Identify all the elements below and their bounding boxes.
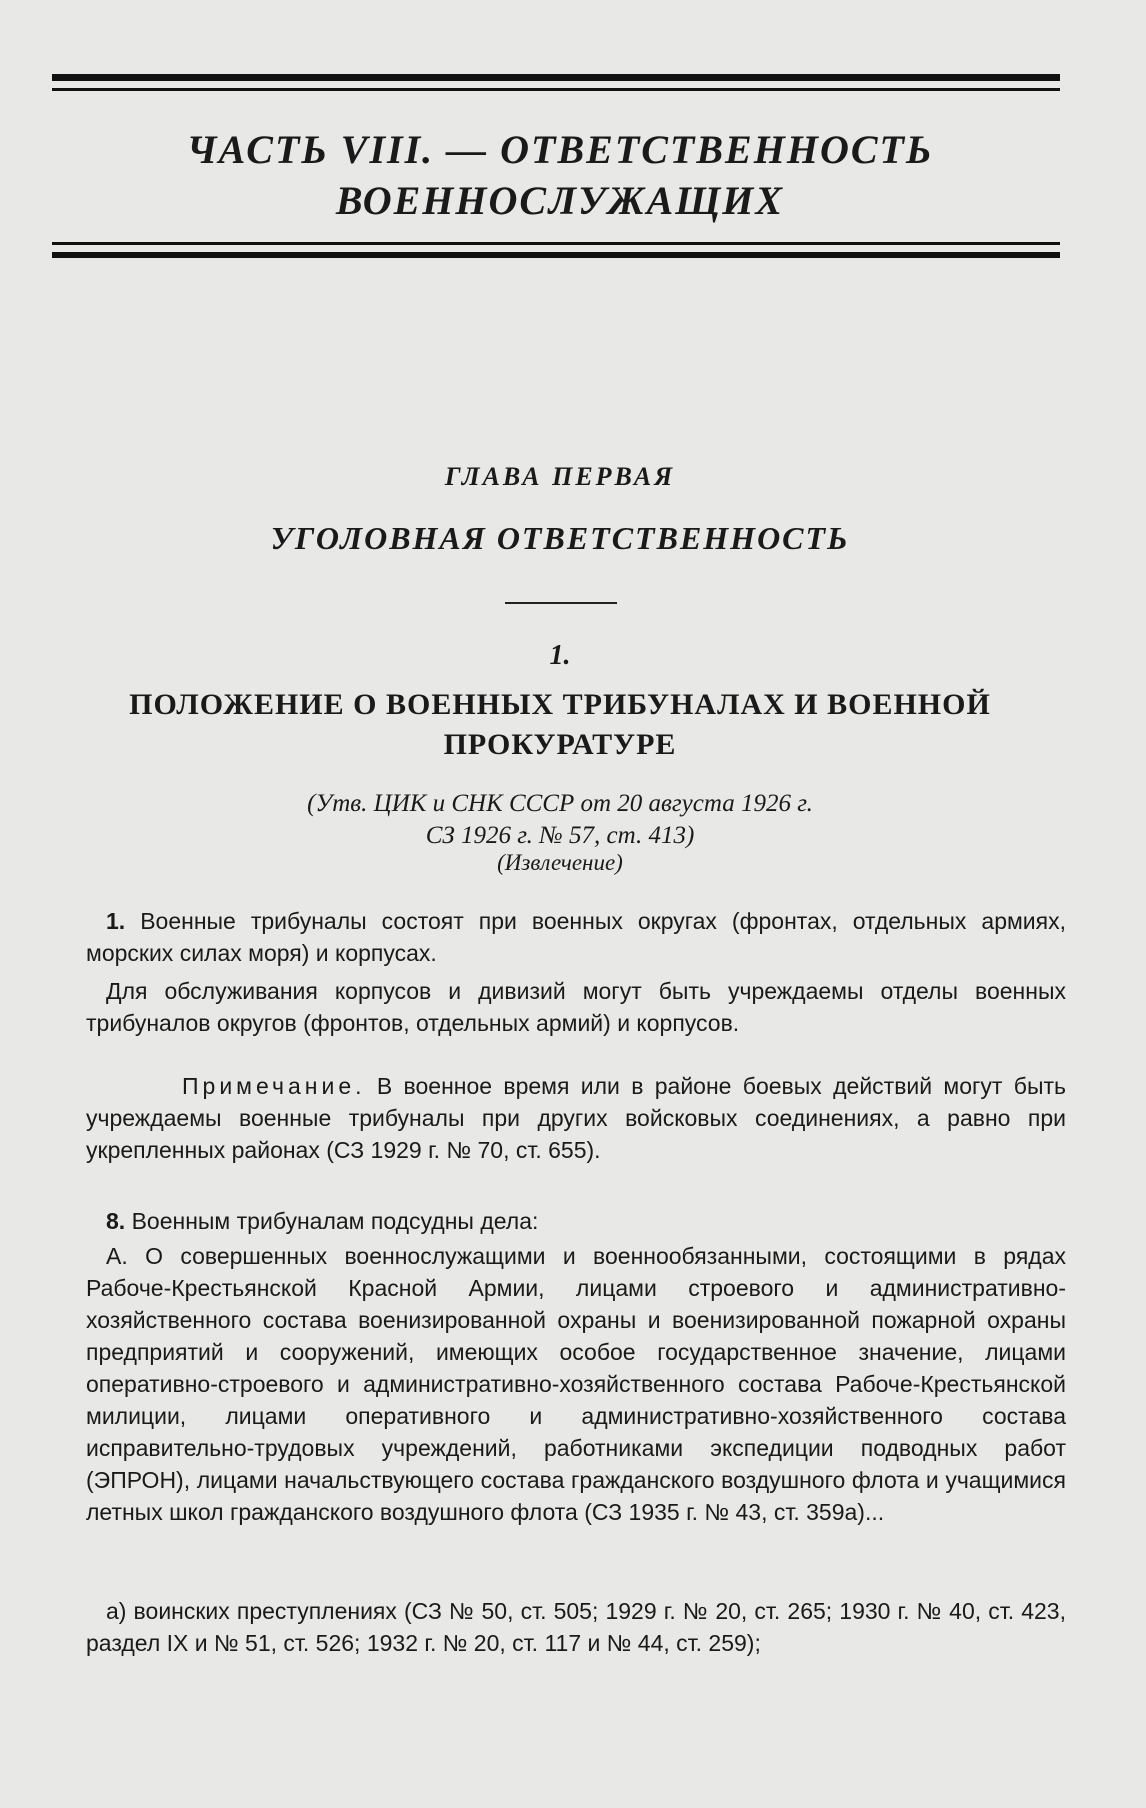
paragraph-8 [86,1205,1066,1237]
document-reference-line2: СЗ 1926 г. № 57, ст. 413) [425,822,695,849]
note-text: В военное время или в районе боевых действий могут быть учреждаемы военные трибуналы при других войсковых соединениях, а равно при укрепленных районах (СЗ 1929 г. № 70, ст. 655). [86,1073,1067,1163]
document-title-line2: ПРОКУРАТУРЕ [443,728,677,761]
part-title-line1: ЧАСТЬ VIII. — ОТВЕТСТВЕННОСТЬ [186,127,934,172]
document-title-line1: ПОЛОЖЕНИЕ О ВОЕННЫХ ТРИБУНАЛАХ И ВОЕННОЙ [129,688,991,721]
paragraph-a: а) воинских преступлениях (СЗ № 50, ст. 505; 1929 г. № 20, ст. 265; 1930 г. № 40, ст. 423, раздел IX и № 51, ст. 526; 1932 г. № 20, ст. 117 и № 44, ст. 259); [86,1598,1066,1656]
document-reference-line1: (Утв. ЦИК и СНК СССР от 20 августа 1926 г. [307,790,813,817]
chapter-label: ГЛАВА ПЕРВАЯ [444,462,676,491]
paragraph-1 [86,905,1066,969]
part-rule-thick [52,252,1060,258]
note-paragraph [86,1070,1066,1166]
paragraph-1-number: 1. [106,908,126,934]
chapter-divider [505,602,617,604]
paragraph-8-text: Военным трибуналам подсудны дела: [131,1208,539,1234]
paragraph-8-number: 8. [106,1208,126,1234]
paragraph-1-text: Военные трибуналы состоят при военных округах (фронтах, отдельных армиях, морских силах моря) и корпусах. [86,908,1066,966]
chapter-title: УГОЛОВНАЯ ОТВЕТСТВЕННОСТЬ [270,520,850,556]
paragraph-2: Для обслуживания корпусов и дивизий могут быть учреждаемы отделы военных трибуналов округов (фронтов, отдельных армий) и корпусов. [86,978,1066,1036]
document-number: 1. [549,640,571,671]
top-rule-thick [52,74,1060,81]
part-rule-thin [52,242,1060,245]
paragraph-A: А. О совершенных военнослужащими и военнообязанными, состоящими в рядах Рабоче-Крестьянской Красной Армии, лицами строевого и административно-хозяйственного состава военизированной охраны и военизированной пожарной охраны предприятий и сооружений, имеющих особое государственное значение, лицами оперативно-строевого и административно-хозяйственного состава Рабоче-Крестьянской милиции, лицами оперативного и административно-хозяйственного состава исправительно-трудовых учреждений, работниками экспедиции подводных работ (ЭПРОН), лицами начальствующего состава гражданского воздушного флота и учащимися летных школ гражданского воздушного флота (СЗ 1935 г. № 43, ст. 359а)... [86,1243,1066,1525]
note-label: Примечание. [182,1073,366,1099]
extract-label: (Извлечение) [497,850,623,875]
part-title-line2: ВОЕННОСЛУЖАЩИХ [335,178,785,223]
top-rule-thin [52,88,1060,91]
